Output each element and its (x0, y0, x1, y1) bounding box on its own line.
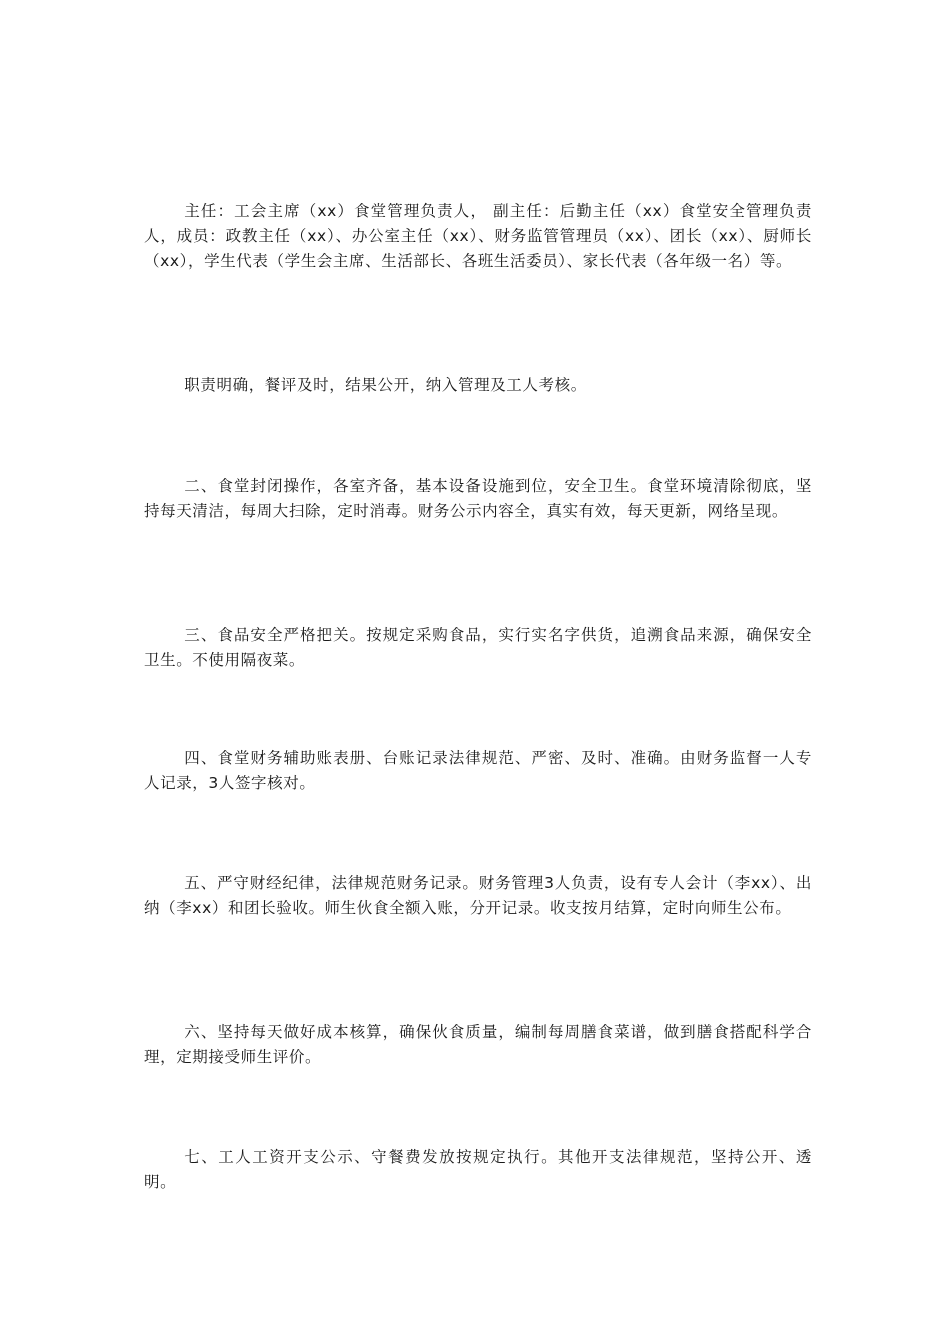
paragraph-item-4: 四、食堂财务辅助账表册、台账记录法律规范、严密、及时、准确。由财务监督一人专人记录，3人签字核对。 (144, 749, 812, 792)
paragraph-committee-members: 主任：工会主席（xx）食堂管理负责人， 副主任：后勤主任（xx）食堂安全管理负责人，成员：政教主任（xx）、办公室主任（xx）、财务监管管理员（xx）、团长（xx）、厨师长（xx），学生代表（学生会主席、生活部长、各班生活委员）、家长代表（各年级一名）等。 (144, 202, 812, 270)
paragraph-item-7: 七、工人工资开支公示、守餐费发放按规定执行。其他开支法律规范，坚持公开、透明。 (144, 1148, 812, 1191)
paragraph-item-6: 六、坚持每天做好成本核算，确保伙食质量，编制每周膳食菜谱，做到膳食搭配科学合理，定期接受师生评价。 (144, 1023, 812, 1066)
paragraph-item-5: 五、严守财经纪律，法律规范财务记录。财务管理3人负责，设有专人会计（李xx）、出纳（李xx）和团长验收。师生伙食全额入账，分开记录。收支按月结算，定时向师生公布。 (144, 874, 812, 917)
paragraph-item-3: 三、食品安全严格把关。按规定采购食品，实行实名字供货，追溯食品来源，确保安全卫生。不使用隔夜菜。 (144, 626, 812, 669)
paragraph-responsibilities: 职责明确，餐评及时，结果公开，纳入管理及工人考核。 (184, 376, 587, 394)
paragraph-item-2: 二、食堂封闭操作，各室齐备，基本设备设施到位，安全卫生。食堂环境清除彻底，坚持每天清洁，每周大扫除，定时消毒。财务公示内容全，真实有效，每天更新，网络呈现。 (144, 477, 812, 520)
